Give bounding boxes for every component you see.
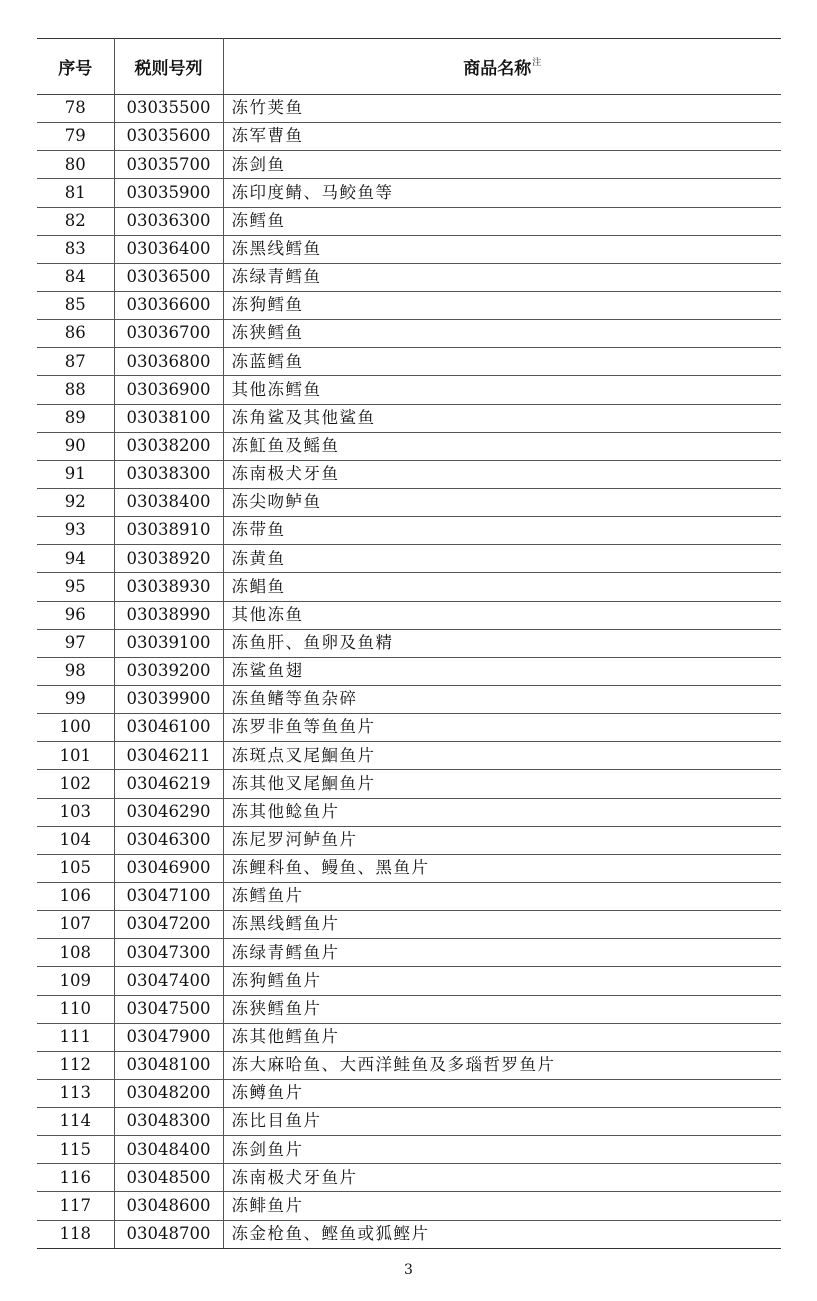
row-seq-cell: 108: [37, 939, 114, 967]
row-tariff-code-cell: 03048500: [114, 1164, 223, 1192]
row-tariff-code-cell: 03036500: [114, 263, 223, 291]
row-tariff-code-cell: 03035500: [114, 95, 223, 123]
table-row: [37, 798, 781, 826]
row-product-name-cell: 冻绿青鳕鱼: [223, 263, 781, 291]
row-product-name-cell: 冻罗非鱼等鱼鱼片: [223, 714, 781, 742]
row-product-name-cell: 冻南极犬牙鱼: [223, 460, 781, 488]
row-seq-cell: 79: [37, 123, 114, 151]
row-tariff-code-cell: 03035700: [114, 151, 223, 179]
row-tariff-code-cell: 03048100: [114, 1051, 223, 1079]
table-row: [37, 657, 781, 685]
row-seq-cell: 84: [37, 263, 114, 291]
table-row: [37, 151, 781, 179]
row-product-name-cell: 冻军曹鱼: [223, 123, 781, 151]
table-row: [37, 939, 781, 967]
header-product-name-label: 商品名称: [463, 59, 532, 79]
row-seq-cell: 94: [37, 545, 114, 573]
row-seq-cell: 102: [37, 770, 114, 798]
row-tariff-code-cell: 03048300: [114, 1108, 223, 1136]
table-row: [37, 1192, 781, 1220]
row-seq-cell: 78: [37, 95, 114, 123]
row-product-name-cell: 冻鳕鱼片: [223, 882, 781, 910]
row-seq-cell: 88: [37, 376, 114, 404]
table-row: [37, 460, 781, 488]
row-product-name-cell: 冻鱼鳍等鱼杂碎: [223, 685, 781, 713]
row-product-name-cell: 冻南极犬牙鱼片: [223, 1164, 781, 1192]
table-row: [37, 854, 781, 882]
table-row: [37, 967, 781, 995]
row-tariff-code-cell: 03038930: [114, 573, 223, 601]
table-row: [37, 770, 781, 798]
table-row: [37, 629, 781, 657]
table-row: [37, 573, 781, 601]
row-tariff-code-cell: 03047200: [114, 911, 223, 939]
row-seq-cell: 117: [37, 1192, 114, 1220]
row-product-name-cell: 其他冻鱼: [223, 601, 781, 629]
row-tariff-code-cell: 03039200: [114, 657, 223, 685]
row-tariff-code-cell: 03038200: [114, 432, 223, 460]
header-tariff-code: 税则号列: [114, 39, 223, 95]
row-tariff-code-cell: 03046290: [114, 798, 223, 826]
table-row: [37, 291, 781, 319]
table-row: [37, 1220, 781, 1248]
table-header: [37, 39, 781, 95]
row-product-name-cell: 冻剑鱼: [223, 151, 781, 179]
row-product-name-cell: 冻鳟鱼片: [223, 1079, 781, 1107]
row-seq-cell: 105: [37, 854, 114, 882]
row-tariff-code-cell: 03035600: [114, 123, 223, 151]
table-row: [37, 432, 781, 460]
row-seq-cell: 104: [37, 826, 114, 854]
row-product-name-cell: 冻大麻哈鱼、大西洋鲑鱼及多瑙哲罗鱼片: [223, 1051, 781, 1079]
table-row: [37, 714, 781, 742]
row-product-name-cell: 冻魟鱼及鳐鱼: [223, 432, 781, 460]
row-seq-cell: 116: [37, 1164, 114, 1192]
row-seq-cell: 92: [37, 488, 114, 516]
row-seq-cell: 90: [37, 432, 114, 460]
row-product-name-cell: 其他冻鳕鱼: [223, 376, 781, 404]
row-product-name-cell: 冻狗鳕鱼: [223, 291, 781, 319]
row-seq-cell: 103: [37, 798, 114, 826]
row-tariff-code-cell: 03047900: [114, 1023, 223, 1051]
table-row: [37, 545, 781, 573]
row-product-name-cell: 冻狗鳕鱼片: [223, 967, 781, 995]
row-tariff-code-cell: 03039100: [114, 629, 223, 657]
row-tariff-code-cell: 03046219: [114, 770, 223, 798]
page-number: 3: [404, 1262, 413, 1278]
row-tariff-code-cell: 03048400: [114, 1136, 223, 1164]
row-seq-cell: 85: [37, 291, 114, 319]
row-tariff-code-cell: 03038100: [114, 404, 223, 432]
row-tariff-code-cell: 03038990: [114, 601, 223, 629]
row-tariff-code-cell: 03036800: [114, 348, 223, 376]
row-seq-cell: 99: [37, 685, 114, 713]
row-tariff-code-cell: 03047400: [114, 967, 223, 995]
table-row: [37, 404, 781, 432]
row-product-name-cell: 冻黑线鳕鱼: [223, 235, 781, 263]
row-seq-cell: 115: [37, 1136, 114, 1164]
row-seq-cell: 87: [37, 348, 114, 376]
row-seq-cell: 109: [37, 967, 114, 995]
tariff-table: [37, 38, 781, 1249]
header-note-mark: 注: [532, 58, 542, 68]
table-row: [37, 1136, 781, 1164]
row-product-name-cell: 冻印度鲭、马鲛鱼等: [223, 179, 781, 207]
row-tariff-code-cell: 03035900: [114, 179, 223, 207]
row-seq-cell: 113: [37, 1079, 114, 1107]
row-product-name-cell: 冻其他鳕鱼片: [223, 1023, 781, 1051]
row-product-name-cell: 冻尖吻鲈鱼: [223, 488, 781, 516]
row-seq-cell: 107: [37, 911, 114, 939]
table-row: [37, 882, 781, 910]
table-body: [37, 95, 781, 1249]
row-seq-cell: 98: [37, 657, 114, 685]
row-seq-cell: 101: [37, 742, 114, 770]
row-product-name-cell: 冻狭鳕鱼片: [223, 995, 781, 1023]
row-tariff-code-cell: 03046100: [114, 714, 223, 742]
row-seq-cell: 96: [37, 601, 114, 629]
row-product-name-cell: 冻鲤科鱼、鳗鱼、黑鱼片: [223, 854, 781, 882]
row-product-name-cell: 冻剑鱼片: [223, 1136, 781, 1164]
table-row: [37, 179, 781, 207]
table-row: [37, 1051, 781, 1079]
table-row: [37, 601, 781, 629]
row-product-name-cell: 冻竹荚鱼: [223, 95, 781, 123]
row-tariff-code-cell: 03038910: [114, 517, 223, 545]
row-tariff-code-cell: 03036700: [114, 320, 223, 348]
row-tariff-code-cell: 03047500: [114, 995, 223, 1023]
row-seq-cell: 89: [37, 404, 114, 432]
row-product-name-cell: 冻黄鱼: [223, 545, 781, 573]
table-row: [37, 95, 781, 123]
table-row: [37, 517, 781, 545]
row-seq-cell: 112: [37, 1051, 114, 1079]
row-tariff-code-cell: 03046211: [114, 742, 223, 770]
row-seq-cell: 81: [37, 179, 114, 207]
row-product-name-cell: 冻鲱鱼片: [223, 1192, 781, 1220]
row-product-name-cell: 冻金枪鱼、鲣鱼或狐鲣片: [223, 1220, 781, 1248]
table-row: [37, 376, 781, 404]
row-seq-cell: 106: [37, 882, 114, 910]
table-row: [37, 207, 781, 235]
header-row: [37, 39, 781, 95]
row-seq-cell: 97: [37, 629, 114, 657]
table-row: [37, 995, 781, 1023]
row-tariff-code-cell: 03046300: [114, 826, 223, 854]
row-tariff-code-cell: 03046900: [114, 854, 223, 882]
row-product-name-cell: 冻黑线鳕鱼片: [223, 911, 781, 939]
table-row: [37, 911, 781, 939]
table-row: [37, 348, 781, 376]
table-row: [37, 685, 781, 713]
row-seq-cell: 93: [37, 517, 114, 545]
row-product-name-cell: 冻蓝鳕鱼: [223, 348, 781, 376]
row-product-name-cell: 冻尼罗河鲈鱼片: [223, 826, 781, 854]
row-seq-cell: 110: [37, 995, 114, 1023]
row-tariff-code-cell: 03036400: [114, 235, 223, 263]
row-tariff-code-cell: 03038400: [114, 488, 223, 516]
table-row: [37, 1023, 781, 1051]
header-product-name: [223, 39, 781, 95]
row-tariff-code-cell: 03047100: [114, 882, 223, 910]
row-product-name-cell: 冻狭鳕鱼: [223, 320, 781, 348]
table-row: [37, 123, 781, 151]
row-tariff-code-cell: 03038920: [114, 545, 223, 573]
row-seq-cell: 100: [37, 714, 114, 742]
row-product-name-cell: 冻鱼肝、鱼卵及鱼精: [223, 629, 781, 657]
row-seq-cell: 80: [37, 151, 114, 179]
row-tariff-code-cell: 03038300: [114, 460, 223, 488]
row-seq-cell: 114: [37, 1108, 114, 1136]
row-tariff-code-cell: 03048700: [114, 1220, 223, 1248]
row-seq-cell: 91: [37, 460, 114, 488]
row-product-name-cell: 冻绿青鳕鱼片: [223, 939, 781, 967]
row-seq-cell: 83: [37, 235, 114, 263]
table-row: [37, 320, 781, 348]
table-row: [37, 263, 781, 291]
table-row: [37, 1164, 781, 1192]
row-seq-cell: 111: [37, 1023, 114, 1051]
row-tariff-code-cell: 03039900: [114, 685, 223, 713]
header-seq: 序号: [37, 39, 114, 95]
row-product-name-cell: 冻带鱼: [223, 517, 781, 545]
row-product-name-cell: 冻鲨鱼翅: [223, 657, 781, 685]
row-product-name-cell: 冻比目鱼片: [223, 1108, 781, 1136]
table-row: [37, 1108, 781, 1136]
row-product-name-cell: 冻其他叉尾鮰鱼片: [223, 770, 781, 798]
table-row: [37, 488, 781, 516]
row-seq-cell: 82: [37, 207, 114, 235]
row-product-name-cell: 冻鳕鱼: [223, 207, 781, 235]
row-tariff-code-cell: 03047300: [114, 939, 223, 967]
row-product-name-cell: 冻鲳鱼: [223, 573, 781, 601]
row-tariff-code-cell: 03048600: [114, 1192, 223, 1220]
row-seq-cell: 95: [37, 573, 114, 601]
row-seq-cell: 86: [37, 320, 114, 348]
row-product-name-cell: 冻斑点叉尾鮰鱼片: [223, 742, 781, 770]
row-seq-cell: 118: [37, 1220, 114, 1248]
row-tariff-code-cell: 03036300: [114, 207, 223, 235]
table-row: [37, 826, 781, 854]
row-tariff-code-cell: 03048200: [114, 1079, 223, 1107]
row-tariff-code-cell: 03036900: [114, 376, 223, 404]
row-tariff-code-cell: 03036600: [114, 291, 223, 319]
row-product-name-cell: 冻角鲨及其他鲨鱼: [223, 404, 781, 432]
table-row: [37, 235, 781, 263]
table-row: [37, 1079, 781, 1107]
table-row: [37, 742, 781, 770]
row-product-name-cell: 冻其他鲶鱼片: [223, 798, 781, 826]
